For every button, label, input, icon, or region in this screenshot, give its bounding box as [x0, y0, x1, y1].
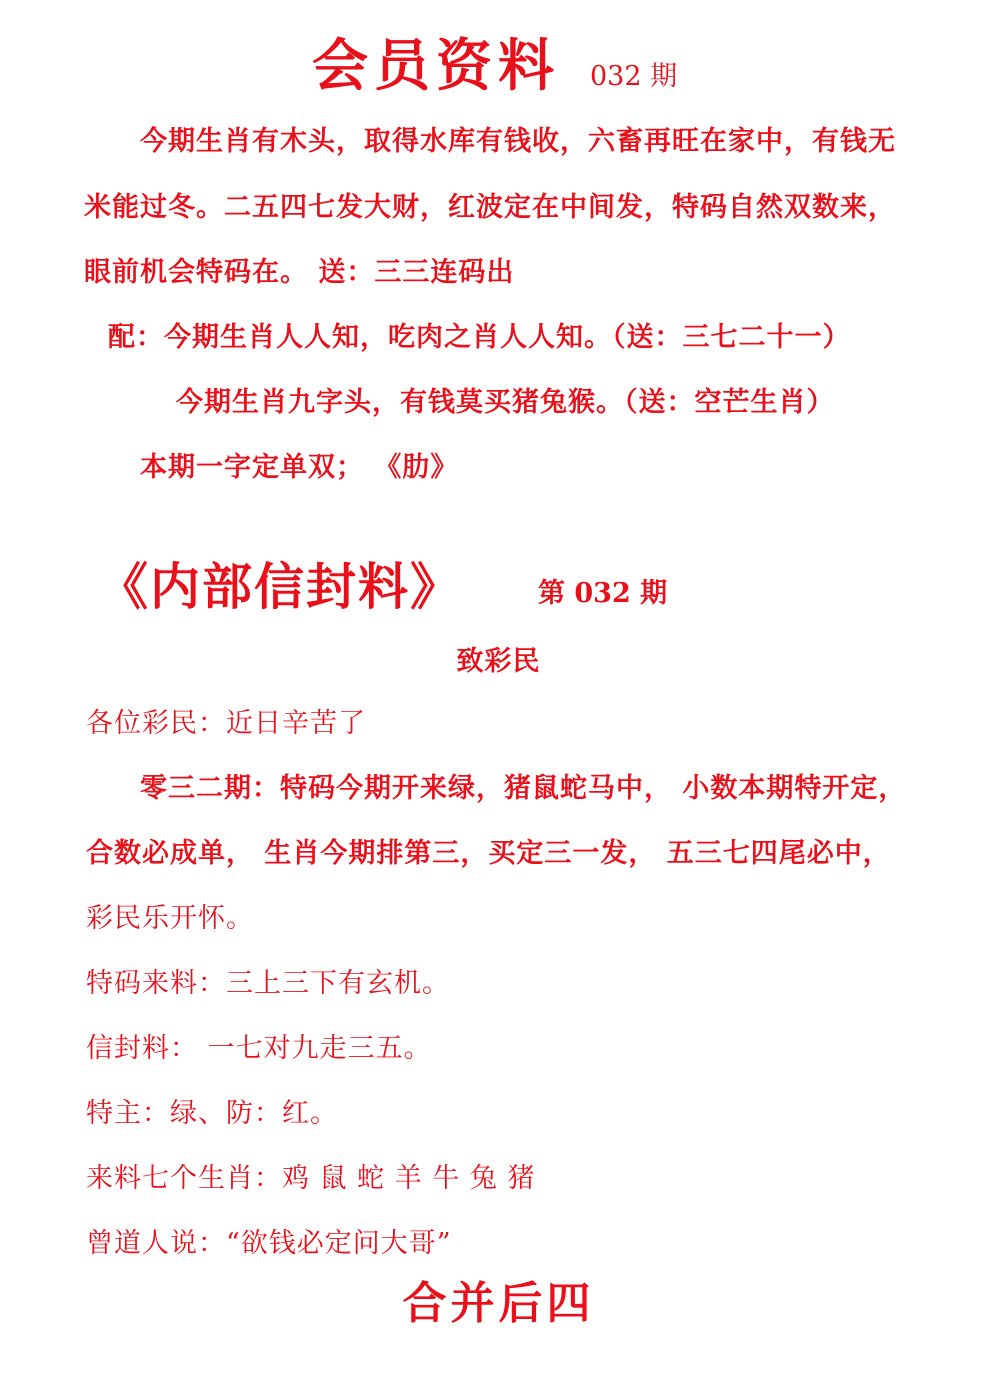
page-title-internal-envelope: 《内部信封料》 — [98, 557, 462, 616]
text-line: 今期生肖九字头，有钱莫买猪兔猴。（送：空芒生肖） — [176, 387, 835, 418]
issue-number: 032 期 — [590, 61, 678, 92]
text-line: 曾道人说：“欲钱必定问大哥” — [86, 1228, 452, 1259]
greeting: 各位彩民：近日辛苦了 — [86, 708, 366, 739]
text-line: 本期一字定单双； 《肋》 — [140, 452, 459, 483]
text-line: 米能过冬。二五四七发大财，红波定在中间发，特码自然双数来， — [84, 192, 896, 223]
text-line: 特码来料：三上三下有玄机。 — [86, 968, 450, 999]
section-heading: 致彩民 — [456, 646, 541, 677]
text-line: 信封料： 一七对九走三五。 — [86, 1033, 432, 1064]
text-line: 特主：绿、防：红。 — [86, 1098, 338, 1129]
footer-note: 合并后四 — [402, 1278, 595, 1329]
text-line: 来料七个生肖：鸡 鼠 蛇 羊 牛 兔 猪 — [86, 1163, 536, 1194]
page-title-member-info: 会员资料 — [312, 33, 560, 99]
text-line: 零三二期：特码今期开来绿，猪鼠蛇马中， 小数本期特开定， — [140, 773, 907, 804]
text-line: 彩民乐开怀。 — [86, 903, 254, 934]
text-line: 眼前机会特码在。 送：三三连码出 — [84, 257, 515, 288]
issue-number: 第 032 期 — [538, 578, 668, 609]
text-line: 配：今期生肖人人知，吃肉之肖人人知。（送：三七二十一） — [108, 322, 851, 353]
text-line: 今期生肖有木头，取得水库有钱收，六畜再旺在家中，有钱无 — [140, 126, 896, 157]
text-line: 合数必成单， 生肖今期排第三，买定三一发， 五三七四尾必中， — [86, 838, 891, 869]
